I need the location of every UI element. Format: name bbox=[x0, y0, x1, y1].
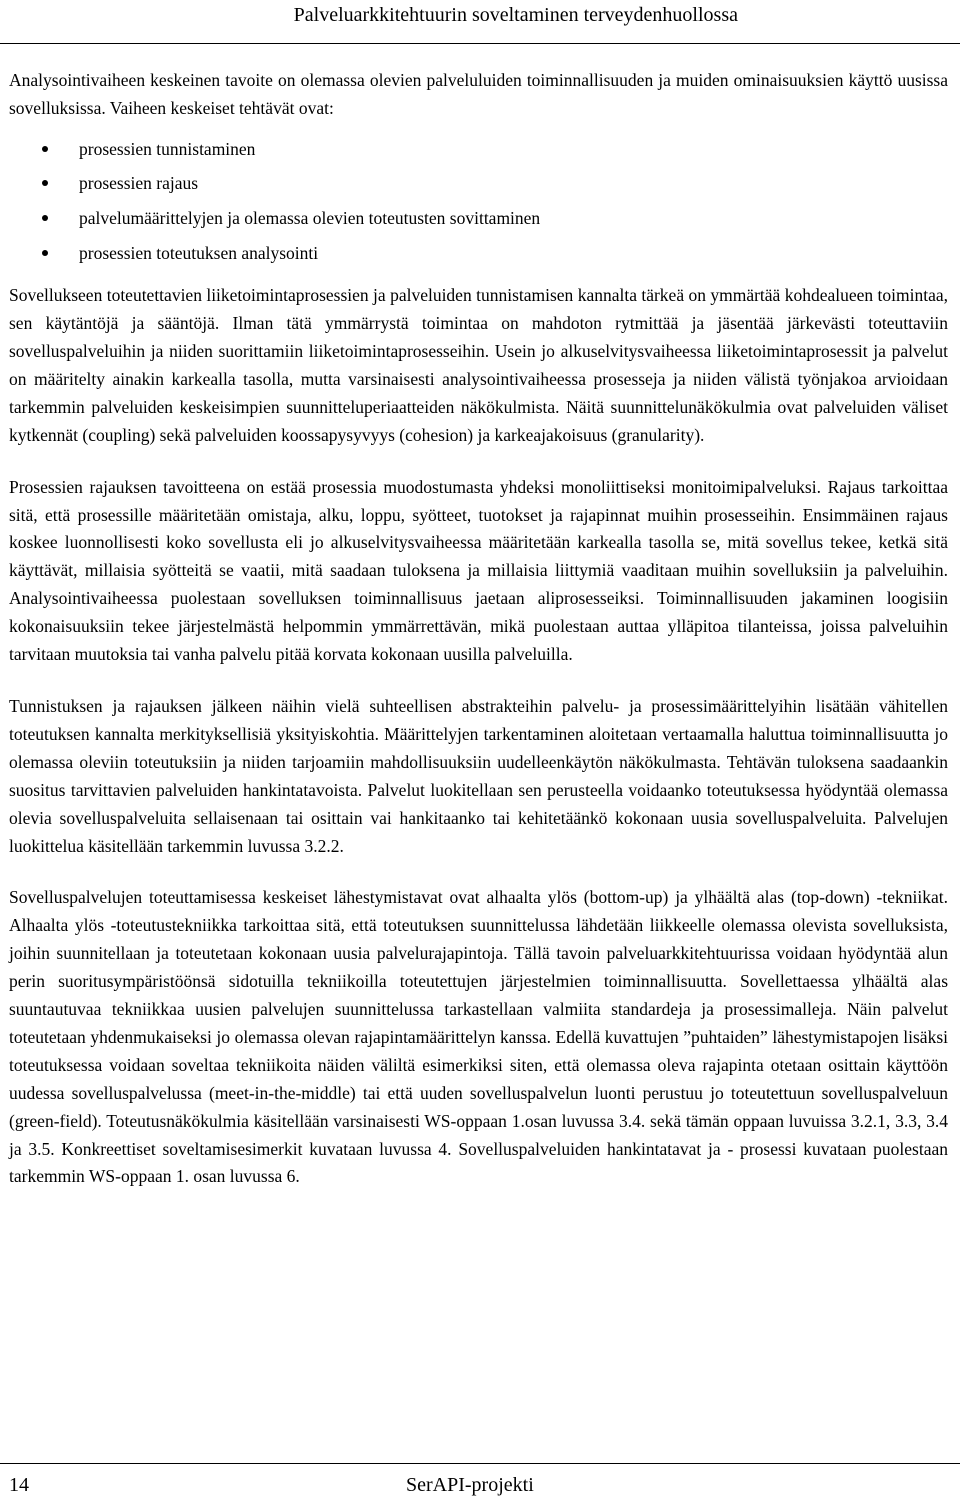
footer-project-name: SerAPI-projekti bbox=[406, 1474, 534, 1496]
running-title: Palveluarkkitehtuurin soveltaminen terveydenhuollossa bbox=[293, 4, 738, 26]
bullet-icon bbox=[42, 250, 48, 256]
paragraph-spacer bbox=[9, 669, 948, 693]
paragraph-spacer bbox=[9, 860, 948, 884]
page-footer bbox=[0, 1463, 960, 1498]
body-paragraph: Sovelluspalvelujen toteuttamisessa keskeiset lähestymistavat ovat alhaalta ylös (bottom-up) ja ylhäältä alas (top-down) -tekniikat. Alhaalta ylös -toteutustekniikka tarkoittaa sitä, että toteutuksen suunnittelussa lähdetään liikkeelle olemassa olevista sovelluksista, joihin suunnitellaan ja toteutetaan kokonaan uusia palvelurajapintoja. Tällä tavoin palveluarkkitehtuurissa voidaan hyödyntää alun perin suoritusympäristöönsä sidotuilla tekniikoilla toteutettujen järjestelmien toiminnallisuutta. Sovellettaessa ylhäältä alas suuntautuvaa tekniikkaa uusien palvelujen suunnittelussa tarkastellaan valmiita standardeja ja prosessimalleja. Näin palvelut toteutetaan yhdenmukaiseksi jo olemassa olevan rajapintamäärittelyn kanssa. Edellä kuvattujen ”puhtaiden” lähestymistapojen lisäksi toteutuksessa voidaan soveltaa tekniikoita näiden väliltä esimerkiksi siten, että olemassa oleva rajapinta otetaan osittain käyttöön uudessa sovelluspalvelussa (meet-in-the-middle) tai että uuden sovelluspalvelun luonti perustuu jo toteutettuun sovelluspalveluun (green-field). Toteutusnäkökulmia käsitellään varsinaisesti WS-oppaan 1.osan luvussa 3.4. sekä tämän oppaan luvuissa 3.2.1, 3.3, 3.4 ja 3.5. Konkreettiset soveltamisesimerkit kuvataan luvussa 4. Sovelluspalveluiden hankintatavat ja - prosessi kuvataan puolestaan tarkemmin WS-oppaan 1. osan luvussa 6. bbox=[9, 887, 948, 1187]
bullet-icon bbox=[42, 215, 48, 221]
list-item-text: palvelumäärittelyjen ja olemassa olevien toteutusten sovittaminen bbox=[79, 208, 541, 228]
list-item bbox=[9, 201, 948, 236]
page-header bbox=[0, 0, 960, 44]
list-item-text: prosessien rajaus bbox=[79, 173, 199, 194]
page-body bbox=[9, 67, 948, 1191]
paragraph-spacer bbox=[9, 450, 948, 474]
page-number: 14 bbox=[9, 1474, 29, 1496]
list-item bbox=[9, 132, 948, 167]
body-paragraph: Sovellukseen toteutettavien liiketoimintaprosessien ja palveluiden tunnistamisen kannalta tärkeä on ymmärtää kohdealueen toimintaa, sen käytäntöjä ja sääntöjä. Ilman tätä ymmärrystä toimintaa on mahdoton rytmittää ja jäsentää järkevästi toteuttaviin sovelluspalveluihin ja niiden suorittamiin liiketoimintaprosesseihin. Usein jo alkuselvitysvaiheessa liiketoimintaprosessit ja palvelut on määritelty ainakin karkealla tasolla, mutta varsinaisesti analysointivaiheessa prosesseja ja niiden välistä työnjakoa arvioidaan tarkemmin palveluiden keskeisimpien suunnitteluperiaatteiden näkökulmista. Näitä suunnittelunäkökulmia ovat palveluiden väliset kytkennät (coupling) sekä palveluiden koossapysyvyys (cohesion) ja karkeajakoisuus (granularity). bbox=[9, 285, 948, 445]
body-paragraph: Prosessien rajauksen tavoitteena on estää prosessia muodostumasta yhdeksi monoliittiseksi monitoimipalveluksi. Rajaus tarkoittaa sitä, että prosessille määritetään omistaja, alku, loppu, syötteet, tuotokset ja rajapinnat muihin prosesseihin. Ensimmäinen rajaus koskee luonnollisesti koko sovellusta eli jo alkuselvitysvaiheessa määritetään karkealla tasolla se, mitä sovellus tekee, ketkä sitä käyttävät, millaisia syötteitä se vaatii, mitä saadaan tuloksena ja millaisia liittymiä vaaditaan muihin sovelluksiin ja palveluihin. Analysointivaiheessa puolestaan sovelluksen toiminnallisuus jaetaan aliprosesseiksi. Toiminnallisuuden jakaminen loogisiin kokonaisuuksiin tekee järjestelmästä helpommin ymmärrettävän, mikä puolestaan auttaa ylläpitoa tilanteissa, joissa palveluihin tarvitaan muutoksia tai vanha palvelu pitää korvata kokonaan uusilla palveluilla. bbox=[9, 476, 948, 665]
list-item-text: prosessien tunnistaminen bbox=[79, 138, 256, 159]
body-paragraph: Tunnistuksen ja rajauksen jälkeen näihin vielä suhteellisen abstrakteihin palvelu- ja prosessimäärittelyihin lisätään vähitellen toteutuksen kannalta merkityksellisiä yksityiskohtia. Määrittelyjen tarkentaminen aloitetaan vertaamalla haluttua toiminnallisuutta jo olemassa oleviin toteutuksiin ja niiden tarjoamiin mahdollisuuksiin uudelleenkäytön näkökulmasta. Tehtävän tuloksena saadaankin suositus tarvittavien palveluiden hankintatavoista. Palvelut luokitellaan sen perusteella voidaanko toteutuksessa hyödyntää olemassa olevia sovelluspalveluita sellaisenaan tai osittain vai hankitaanko tai kehitetäänkö kokonaan uusia sovelluspalveluita. Palvelujen luokittelua käsitellään tarkemmin luvussa 3.2.2. bbox=[9, 695, 948, 856]
task-list bbox=[9, 132, 948, 270]
list-item bbox=[9, 236, 948, 271]
bullet-icon bbox=[42, 180, 48, 186]
intro-paragraph: Analysointivaiheen keskeinen tavoite on olemassa olevien palveluluiden toiminnallisuuden ja muiden ominaisuuksien käyttö uusissa sovelluksissa. Vaiheen keskeiset tehtävät ovat: bbox=[9, 70, 948, 118]
list-item-text: prosessien toteutuksen analysointi bbox=[79, 242, 319, 263]
list-item bbox=[9, 166, 948, 201]
bullet-icon bbox=[42, 146, 48, 152]
